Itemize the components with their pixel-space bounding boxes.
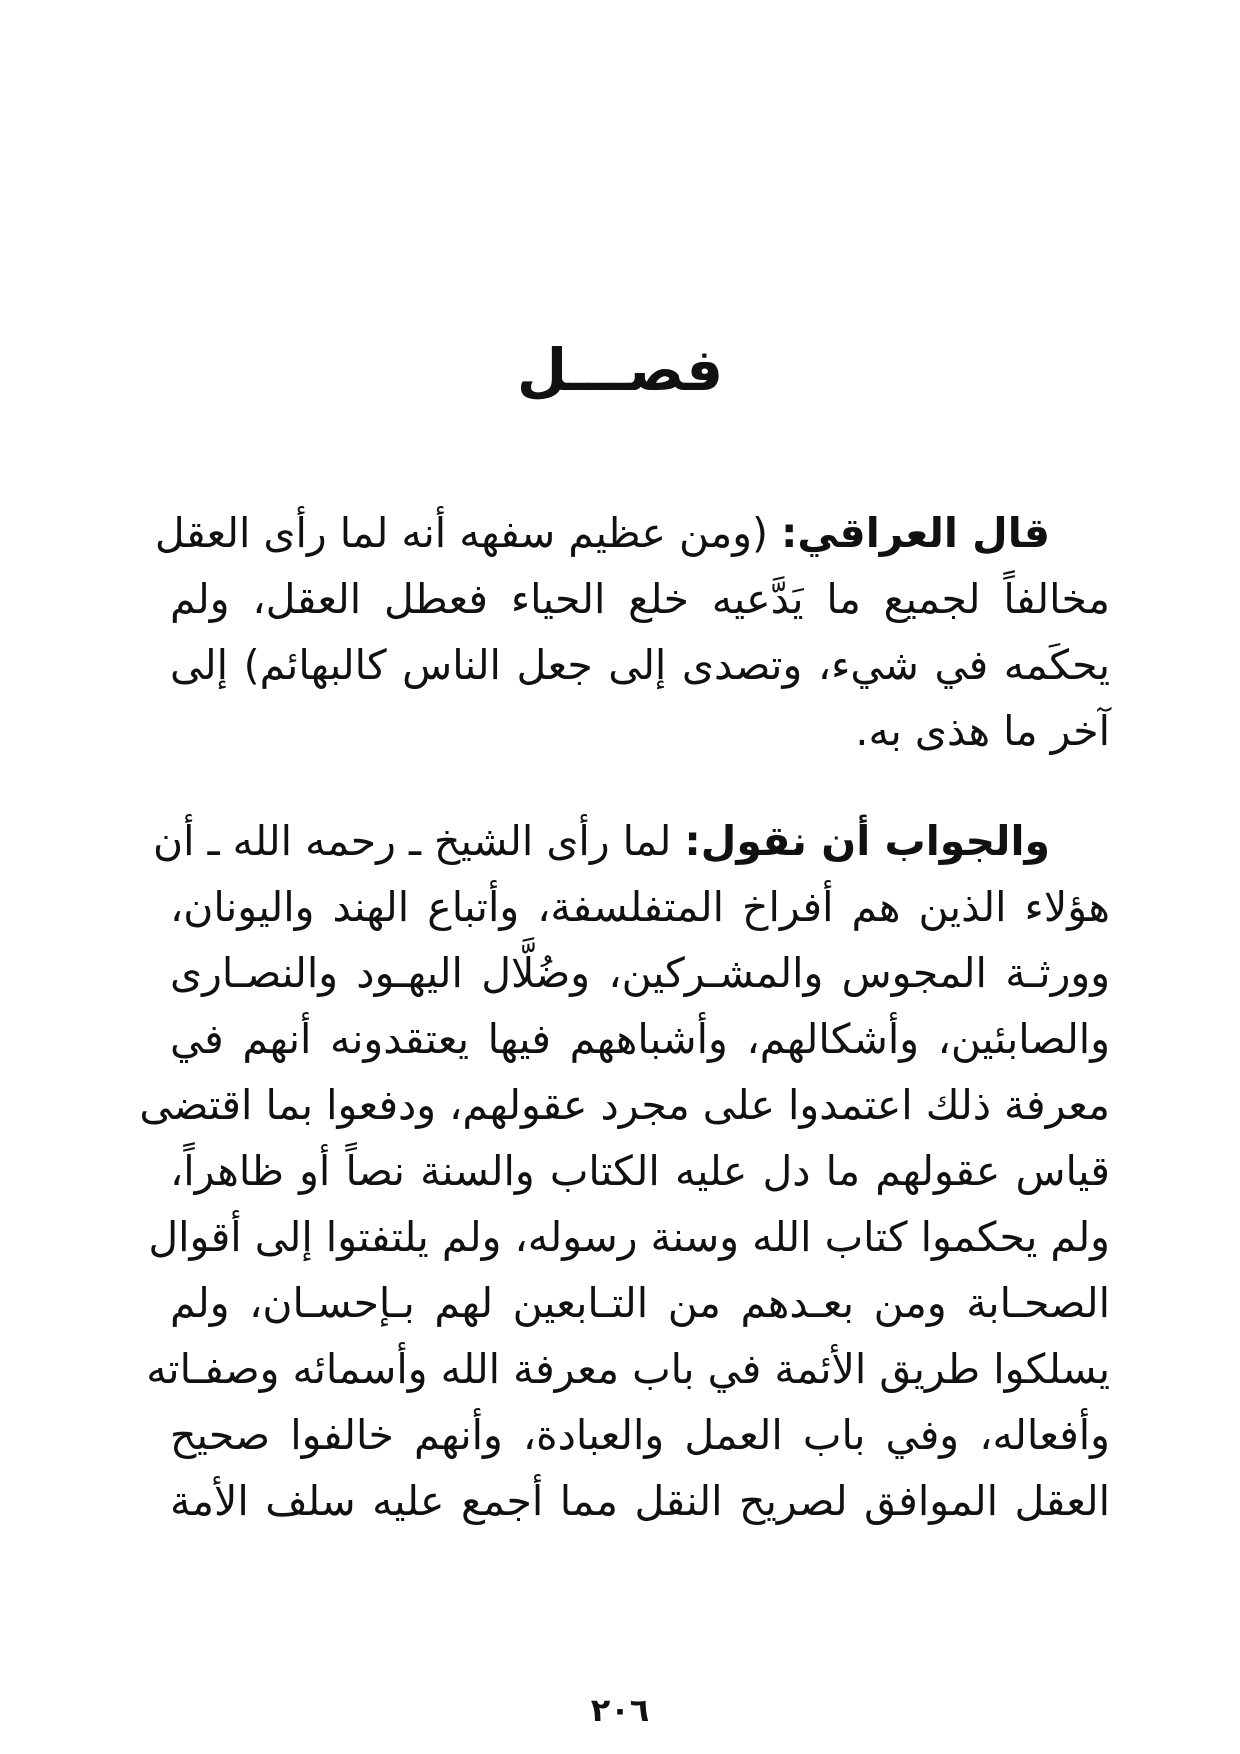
paragraph-line: يحكَمه في شيء، وتصدى إلى جعل الناس كالبهائم) إلى xyxy=(170,641,1110,689)
paragraph-iraqi-quote xyxy=(154,500,1110,764)
paragraph-line: الصحـابة ومن بعـدهم من التـابعين لهم بـإحسـان، ولم xyxy=(170,1279,1110,1327)
page-number: ٢٠٦ xyxy=(590,1691,650,1729)
paragraph-line: هؤلاء الذين هم أفراخ المتفلسفة، وأتباع الهند واليونان، xyxy=(170,883,1110,931)
paragraph-line: والصابئين، وأشكالهم، وأشباههم فيها يعتقدونه أنهم في xyxy=(170,1015,1110,1063)
paragraph-line: العقل الموافق لصريح النقل مما أجمع عليه سلف الأمة xyxy=(170,1477,1110,1525)
paragraph-line: معرفة ذلك اعتمدوا على مجرد عقولهم، ودفعوا بما اقتضى xyxy=(139,1081,1110,1129)
paragraph-response xyxy=(139,808,1110,1534)
speaker-label: والجواب أن نقول: xyxy=(684,817,1050,865)
paragraph-line: ولم يحكموا كتاب الله وسنة رسوله، ولم يلتفتوا إلى أقوال xyxy=(148,1213,1110,1261)
paragraph-line: وورثـة المجوس والمشـركين، وضُلَّال اليهـود والنصـارى xyxy=(170,949,1110,997)
paragraph-line: يسلكوا طريق الأئمة في باب معرفة الله وأسمائه وصفـاته xyxy=(146,1345,1110,1393)
speaker-label: قال العراقي: xyxy=(781,509,1050,557)
line-text: لما رأى الشيخ ـ رحمه الله ـ أن xyxy=(153,817,685,865)
paragraph-line: آخر ما هذى به. xyxy=(855,707,1110,755)
line-text: (ومن عظيم سفهه أنه لما رأى العقل xyxy=(154,509,782,557)
chapter-heading: فصـــل xyxy=(516,336,724,404)
paragraph-line: مخالفاً لجميع ما يَدَّعيه خلع الحياء فعطل العقل، ولم xyxy=(170,575,1110,623)
paragraph-line: وأفعاله، وفي باب العمل والعبادة، وأنهم خالفوا صحيح xyxy=(170,1411,1110,1459)
paragraph-line: قياس عقولهم ما دل عليه الكتاب والسنة نصاً أو ظاهراً، xyxy=(170,1147,1110,1195)
paragraph-line xyxy=(154,500,1110,566)
paragraph-line xyxy=(153,808,1110,874)
